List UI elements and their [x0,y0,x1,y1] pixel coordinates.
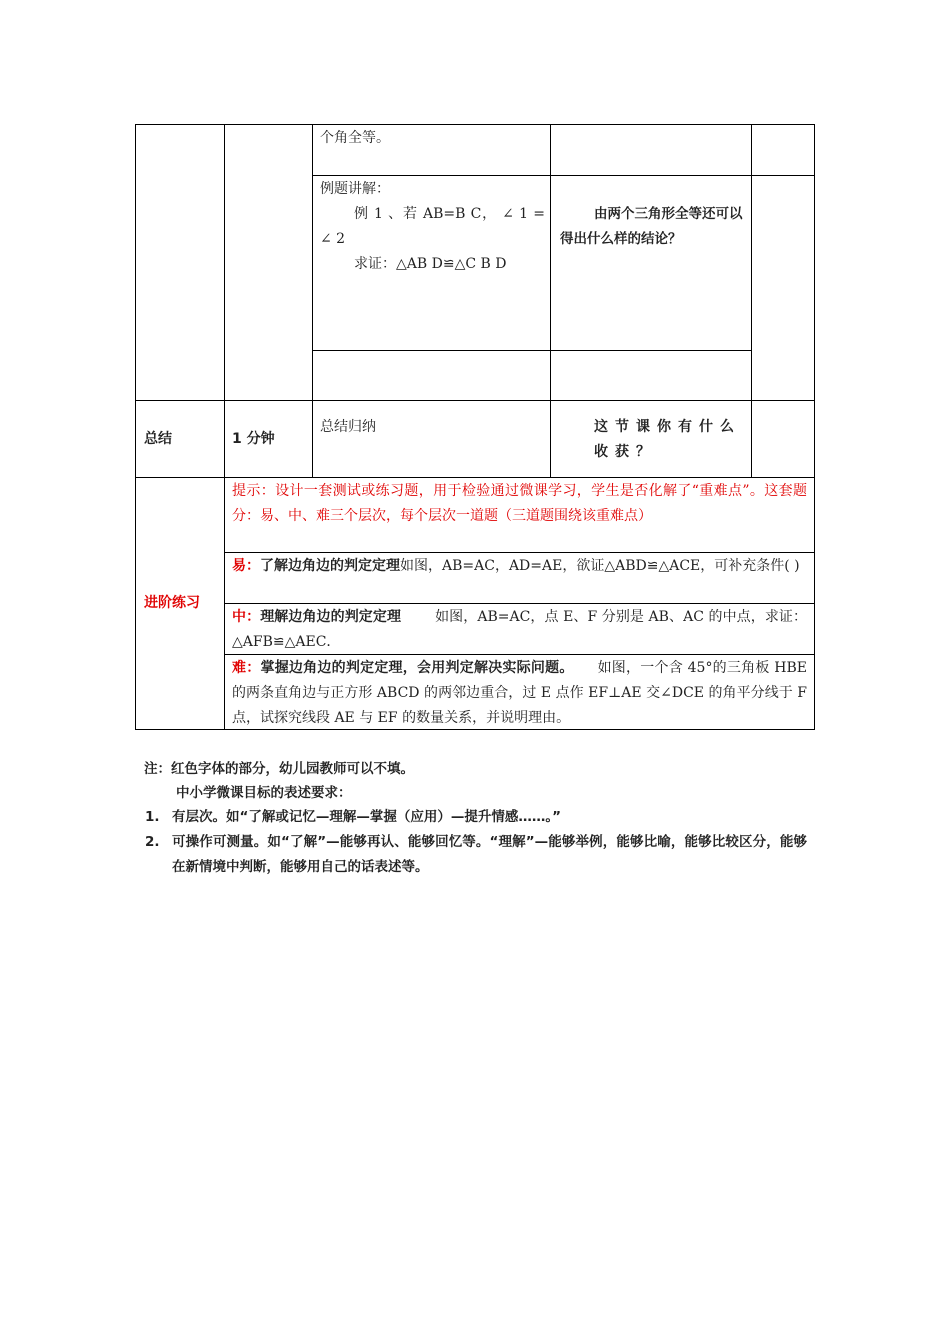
note-item2: 可操作可测量。如“了解”—能够再认、能够回忆等。“理解”—能够举例，能够比喻，能够比较区分，能够在新情境中判断，能够用自己的话表述等。 [172,834,807,875]
grid-line [312,175,815,176]
practice-medium [232,605,807,655]
easy-tag: 易： [232,558,260,574]
grid-line [135,124,136,730]
example-proof: 求证：△AB D≌△C B D [354,256,507,272]
mid-tag: 中： [232,609,261,625]
grid-line [312,124,313,478]
grid-line [224,552,815,553]
hard-goal: 掌握边角边的判定定理，会用判定解决实际问题。 [260,660,574,676]
practice-easy [232,554,807,579]
summary-stage: 总结 [144,431,172,447]
example-heading: 例题讲解： [320,181,390,197]
hard-text: 如图，一个含 45°的三角板 HBE 的两条直角边与正方形 ABCD 的两邻边重合，过 E 点作 EF⊥AE 交∠DCE 的角平分线于 F 点，试探究线段 AE 与 EF 的数量关系，并说明理由。 [232,660,808,726]
grid-line [751,124,752,478]
row1-content: 个角全等。 [320,130,390,146]
grid-line [224,603,815,604]
practice-hard [232,656,807,731]
grid-line [550,124,551,478]
practice-stage: 进阶练习 [144,595,200,611]
summary-time: 1 分钟 [232,431,275,447]
summary-question [560,415,746,465]
note-item1-number: 1. [145,809,160,825]
example-statement: 例 1 、若 AB=B C， ∠ 1 = ∠ 2 [320,206,545,247]
summary-content: 总结归纳 [320,419,376,435]
grid-line [135,124,815,125]
grid-line [814,124,815,730]
mid-text: 如图，AB=AC，点 E、F 分别是 AB、AC 的中点，求证：△AFB≌△AEC． [232,609,808,650]
easy-goal: 了解边角边的判定定理 [260,558,400,574]
grid-line [135,400,815,401]
grid-line [135,477,815,478]
practice-hint: 提示：设计一套测试或练习题，用于检验通过微课学习，学生是否化解了“重难点”。这套题分：易、中、难三个层次，每个层次一道题（三道题围绕该重难点） [232,483,807,524]
example-question: 由两个三角形全等还可以得出什么样的结论？ [560,206,743,247]
summary-question-text: 这节课你有什么收获？ [594,419,741,460]
grid-line [224,124,225,730]
note-item2-number: 2. [145,834,160,850]
easy-text: 如图，AB=AC，AD=AE，欲证△ABD≌△ACE，可补充条件( ) [400,558,800,574]
mid-goal: 理解边角边的判定定理 [260,609,402,625]
note-item1: 有层次。如“了解或记忆—理解—掌握（应用）—提升情感……。” [172,809,561,825]
grid-line [312,350,752,351]
note-line2: 中小学微课目标的表述要求： [176,785,352,801]
hard-tag: 难： [232,660,261,676]
note-line1: 注：红色字体的部分，幼儿园教师可以不填。 [144,761,414,777]
